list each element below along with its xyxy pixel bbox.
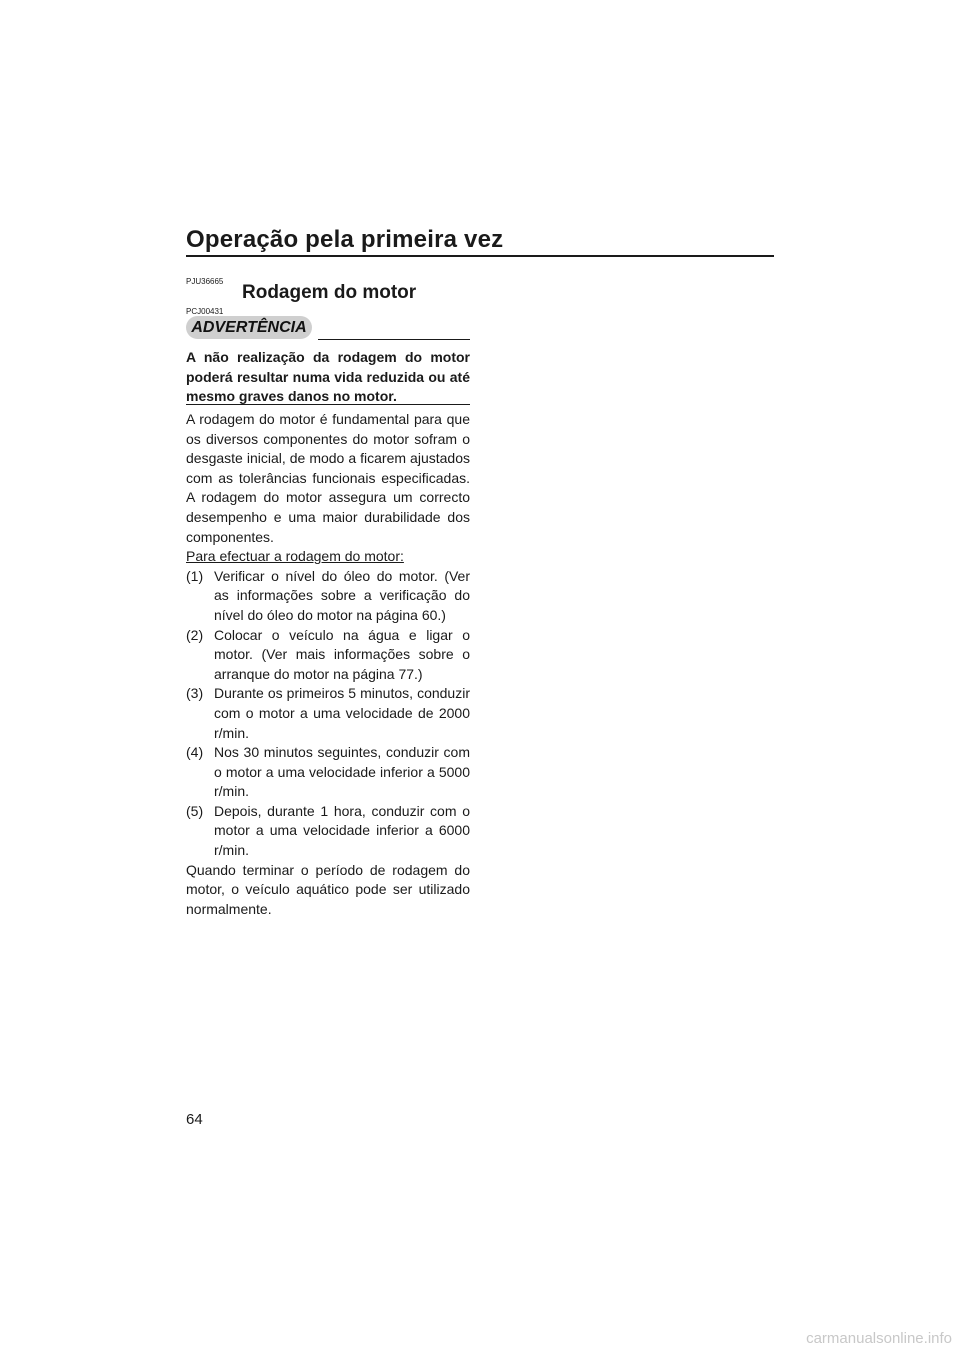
step-text: Colocar o veículo na água e ligar o motor. (Ver mais informações sobre o arranque do motor na página 77.) — [214, 626, 470, 682]
conclusion-paragraph: Quando terminar o período de rodagem do motor, o veículo aquático pode ser utilizado normalmente. — [186, 861, 470, 917]
step-text: Verificar o nível do óleo do motor. (Ver as informações sobre a verificação do nível do óleo do motor na página 60.) — [214, 567, 470, 623]
list-item — [186, 743, 470, 802]
warning-rule-top — [318, 339, 470, 340]
list-item — [186, 684, 470, 743]
warning-code: PCJ00431 — [186, 307, 224, 316]
step-text: Nos 30 minutos seguintes, conduzir com o motor a uma velocidade inferior a 5000 r/min. — [214, 744, 470, 800]
page-number: 64 — [186, 1111, 203, 1128]
body-text — [186, 410, 470, 919]
section-title: Rodagem do motor — [242, 282, 417, 303]
chapter-title-rule — [186, 255, 774, 257]
step-number: (1) — [186, 567, 204, 584]
procedure-steps — [186, 567, 470, 861]
intro-paragraph: A rodagem do motor é fundamental para que os diversos componentes do motor sofram o desgaste inicial, de modo a ficarem ajustados com as tolerâncias funcionais especificadas. A rodagem do motor assegura um correcto desempenho e uma maior durabilidade dos componentes. — [186, 411, 470, 545]
step-number: (2) — [186, 626, 204, 643]
step-number: (4) — [186, 744, 204, 761]
procedure-heading: Para efectuar a rodagem do motor: — [186, 548, 404, 565]
step-text: Durante os primeiros 5 minutos, conduzir com o motor a uma velocidade de 2000 r/min. — [214, 685, 470, 741]
list-item — [186, 567, 470, 626]
watermark: carmanualsonline.info — [806, 1330, 952, 1347]
warning-text: A não realização da rodagem do motor poderá resultar numa vida reduzida ou até mesmo graves danos no motor. — [186, 349, 470, 404]
warning-badge: ADVERTÊNCIA — [186, 316, 312, 339]
warning-rule-bottom — [186, 404, 470, 405]
list-item — [186, 802, 470, 861]
section-code: PJU36665 — [186, 277, 224, 286]
list-item — [186, 626, 470, 685]
step-number: (3) — [186, 685, 204, 702]
step-text: Depois, durante 1 hora, conduzir com o motor a uma velocidade inferior a 6000 r/min. — [214, 802, 470, 859]
chapter-title: Operação pela primeira vez — [186, 226, 504, 253]
step-number: (5) — [186, 802, 204, 819]
